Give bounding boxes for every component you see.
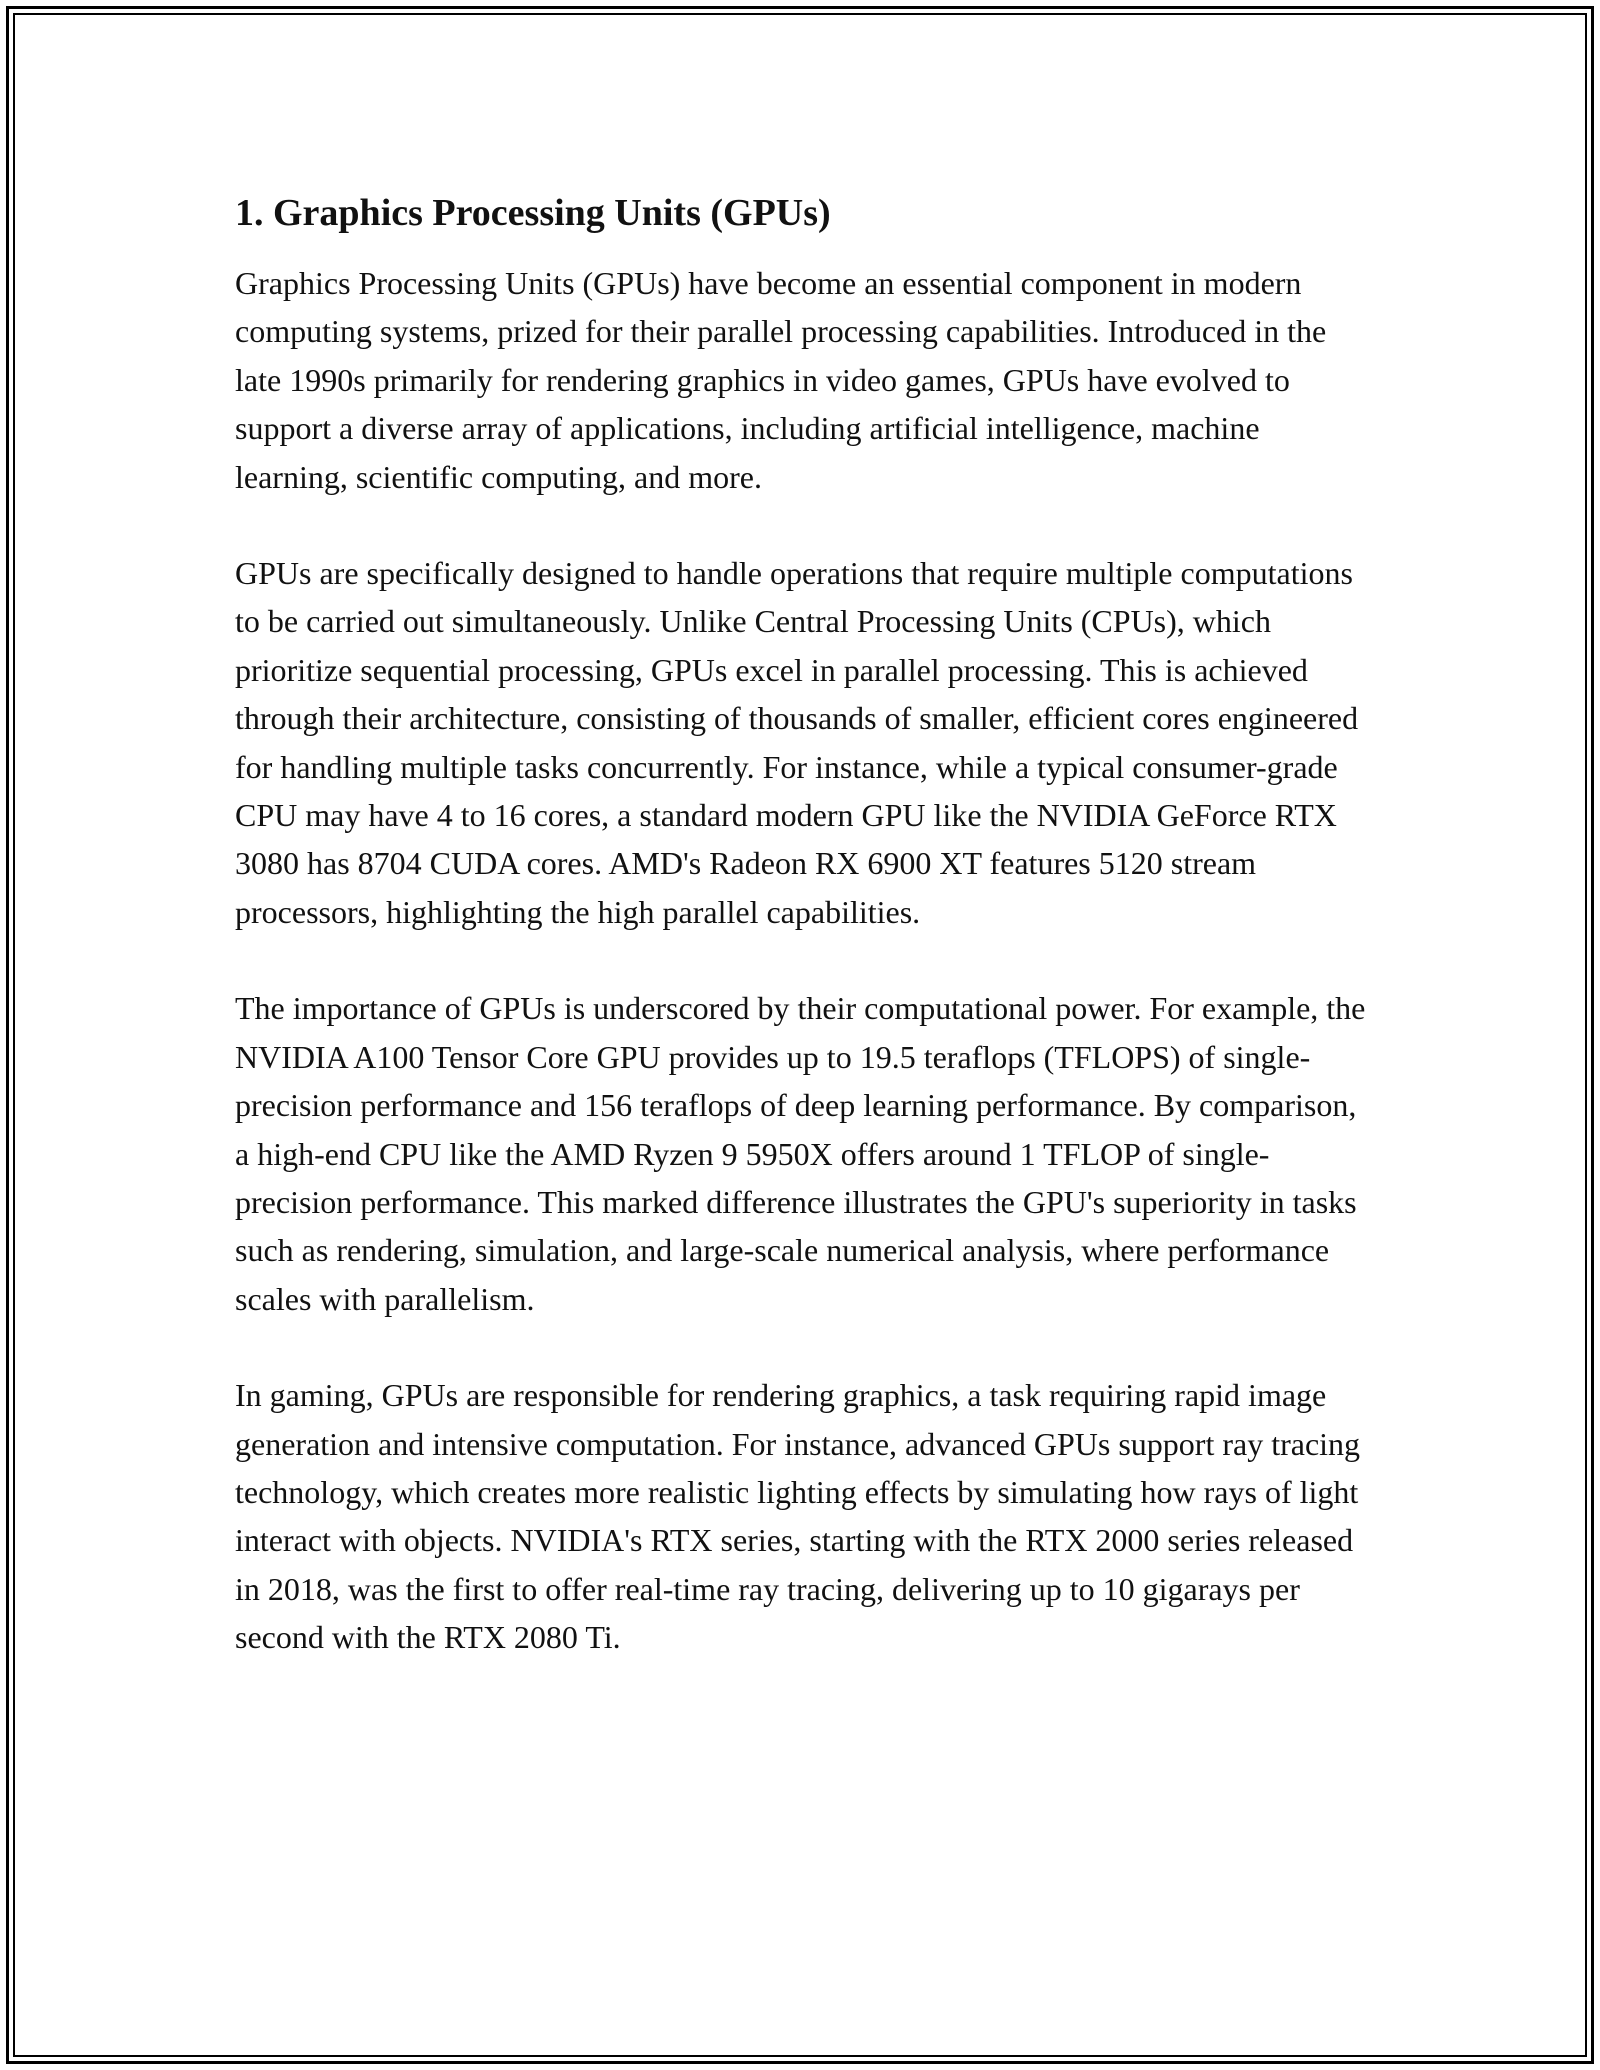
paragraph-introduction: Graphics Processing Units (GPUs) have become an essential component in modern computing systems, prized for their parallel processing capabilities. Introduced in the late 1990s primarily for rendering graphics in video games, GPUs have evolved to support a diverse array of applications, including artificial intelligence, machine learning, scientific computing, and more.: [235, 265, 1327, 495]
paragraph-parallel-architecture: GPUs are specifically designed to handle operations that require multiple computations to be carried out simultaneously. Unlike Central Processing Units (CPUs), which prioritize sequential processing, GPUs excel in parallel processing. This is achieved through their architecture, consisting of thousands of smaller, efficient cores engineered for handling multiple tasks concurrently. For instance, while a typical consumer-grade CPU may have 4 to 16 cores, a standard modern GPU like the NVIDIA GeForce RTX 3080 has 8704 CUDA cores. AMD's Radeon RX 6900 XT features 5120 stream processors, highlighting the high parallel capabilities.: [235, 555, 1359, 930]
paragraph-gaming: In gaming, GPUs are responsible for rendering graphics, a task requiring rapid image generation and intensive computation. For instance, advanced GPUs support ray tracing technology, which creates more realistic lighting effects by simulating how rays of light interact with objects. NVIDIA's RTX series, starting with the RTX 2000 series released in 2018, was the first to offer real-time ray tracing, delivering up to 10 gigarays per second with the RTX 2080 Ti.: [235, 1377, 1361, 1656]
document-body: [235, 185, 1375, 1662]
paragraph-computational-power: The importance of GPUs is underscored by their computational power. For example, the NVIDIA A100 Tensor Core GPU provides up to 19.5 teraflops (TFLOPS) of single-precision performance and 156 teraflops of deep learning performance. By comparison, a high-end CPU like the AMD Ryzen 9 5950X offers around 1 TFLOP of single-precision performance. This marked difference illustrates the GPU's superiority in tasks such as rendering, simulation, and large-scale numerical analysis, where performance scales with parallelism.: [235, 990, 1366, 1317]
section-heading: 1. Graphics Processing Units (GPUs): [235, 192, 831, 234]
